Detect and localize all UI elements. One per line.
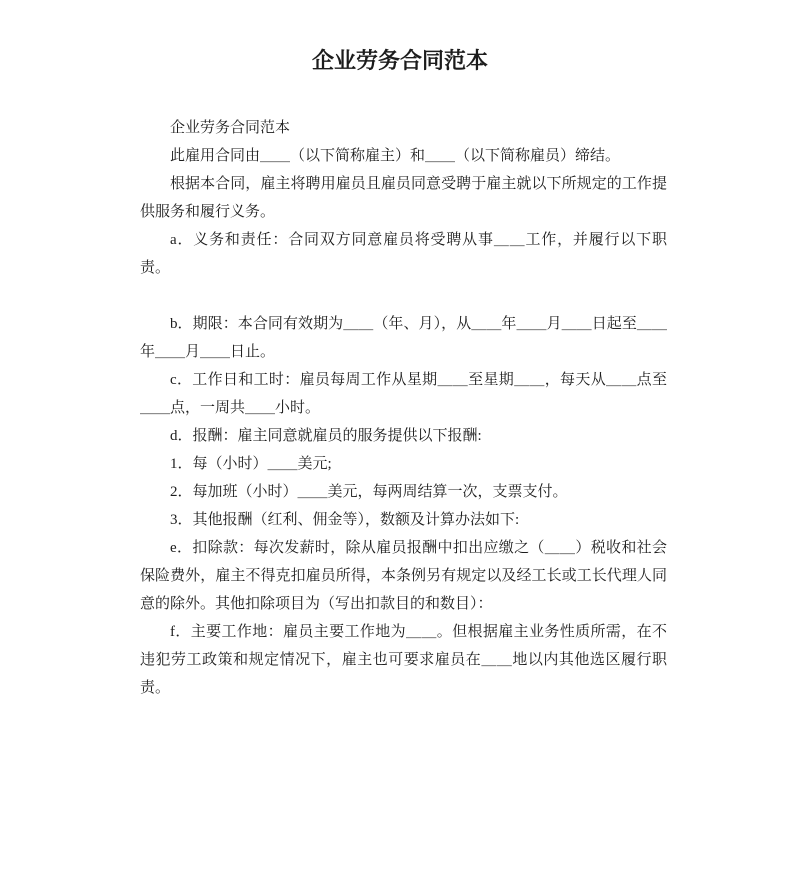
document-body	[140, 114, 667, 702]
paragraph: d．报酬：雇主同意就雇员的服务提供以下报酬:	[170, 428, 482, 444]
paragraph: 根据本合同，雇主将聘用雇员且雇员同意受聘于雇主就以下所规定的工作提供服务和履行义务。	[140, 176, 667, 220]
paragraph: a．义务和责任：合同双方同意雇员将受聘从事＿＿工作，并履行以下职责。	[140, 232, 667, 276]
paragraph: 此雇用合同由＿＿（以下简称雇主）和＿＿（以下简称雇员）缔结。	[170, 148, 621, 164]
document-title: 企业劳务合同范本	[311, 48, 488, 73]
paragraph: 2．每加班（小时）＿＿美元，每两周结算一次，支票支付。	[170, 484, 568, 500]
paragraph: e．扣除款：每次发薪时，除从雇员报酬中扣出应缴之（＿＿）税收和社会保险费外，雇主不得克扣雇员所得，本条例另有规定以及经工长或工长代理人同意的除外。其他扣除项目为（写出扣款目的和数目）：	[140, 540, 667, 612]
blank-line	[140, 282, 667, 310]
paragraph: f．主要工作地：雇员主要工作地为＿＿。但根据雇主业务性质所需，在不违犯劳工政策和规定情况下，雇主也可要求雇员在＿＿地以内其他选区履行职责。	[140, 624, 667, 696]
paragraph: 3．其他报酬（红利、佣金等），数额及计算办法如下:	[170, 512, 520, 528]
paragraph: c．工作日和工时：雇员每周工作从星期＿＿至星期＿＿，每天从＿＿点至＿＿点，一周共＿＿小时。	[140, 372, 667, 416]
paragraph: b．期限：本合同有效期为＿＿（年、月），从＿＿年＿＿月＿＿日起至＿＿年＿＿月＿＿日止。	[140, 316, 667, 360]
paragraph: 1．每（小时）＿＿美元;	[170, 456, 332, 472]
paragraph: 企业劳务合同范本	[170, 120, 291, 136]
